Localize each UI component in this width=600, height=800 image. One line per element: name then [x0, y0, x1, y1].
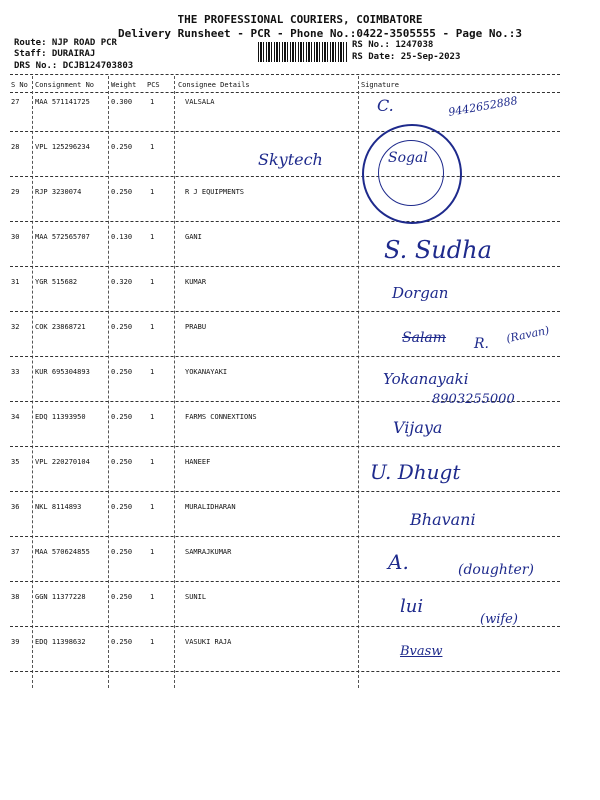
row-pcs: 1	[150, 233, 155, 241]
row-consignee: VALSALA	[185, 98, 215, 106]
row-pcs: 1	[150, 143, 155, 151]
col-pcs: PCS	[147, 81, 160, 89]
row-weight: 0.250	[111, 143, 133, 151]
row-divider	[10, 536, 560, 537]
col-signature: Signature	[361, 81, 399, 89]
row-consignment-no: VPL 220270104	[35, 458, 90, 466]
row-pcs: 1	[150, 323, 155, 331]
row-consignee: HANEEF	[185, 458, 211, 466]
row-pcs: 1	[150, 188, 155, 196]
row-sno: 30	[11, 233, 20, 241]
row-pcs: 1	[150, 278, 155, 286]
column-line	[358, 76, 359, 688]
row-divider	[10, 221, 560, 222]
row-weight: 0.250	[111, 413, 133, 421]
col-consignment: Consignment No	[35, 81, 95, 89]
row-consignee: MURALIDHARAN	[185, 503, 236, 511]
column-line	[32, 76, 33, 688]
row-divider	[10, 176, 560, 177]
row-sno: 32	[11, 323, 20, 331]
row-divider	[10, 626, 560, 627]
barcode	[258, 42, 348, 62]
row-divider	[10, 356, 560, 357]
row-consignee: YOKANAYAKI	[185, 368, 228, 376]
row-sno: 38	[11, 593, 20, 601]
signature-30: S. Sudha	[384, 236, 492, 264]
signature-33: Yokanayaki	[383, 370, 469, 388]
row-divider	[10, 446, 560, 447]
yokanayaki-phone: 8903255000	[432, 392, 515, 407]
signature-34: Vijaya	[393, 418, 443, 437]
signature-36: Bhavani	[410, 510, 476, 529]
row-sno: 29	[11, 188, 20, 196]
row-consignment-no: MAA 570624855	[35, 548, 90, 556]
row-divider	[10, 311, 560, 312]
row-divider	[10, 131, 560, 132]
row-pcs: 1	[150, 593, 155, 601]
signature-37: A.	[388, 550, 409, 574]
row-sno: 31	[11, 278, 20, 286]
wife-note: (wife)	[480, 612, 518, 627]
row-pcs: 1	[150, 98, 155, 106]
row-consignment-no: NKL 8114893	[35, 503, 82, 511]
row-weight: 0.250	[111, 188, 133, 196]
row-consignee: SAMRAJKUMAR	[185, 548, 232, 556]
row-consignee: SUNIL	[185, 593, 207, 601]
row-consignment-no: MAA 571141725	[35, 98, 90, 106]
col-weight: Weight	[111, 81, 137, 89]
row-weight: 0.250	[111, 458, 133, 466]
row-pcs: 1	[150, 413, 155, 421]
row-consignee: R J EQUIPMENTS	[185, 188, 245, 196]
row-consignment-no: GGN 11377228	[35, 593, 86, 601]
row-pcs: 1	[150, 368, 155, 376]
row-consignee: GANI	[185, 233, 202, 241]
rs-date: RS Date: 25-Sep-2023	[352, 52, 461, 62]
row-consignment-no: COK 23868721	[35, 323, 86, 331]
row-consignment-no: RJP 3230074	[35, 188, 82, 196]
ravan-note: (Ravan)	[505, 323, 551, 346]
row-divider	[10, 491, 560, 492]
row-pcs: 1	[150, 638, 155, 646]
row-consignment-no: MAA 572565707	[35, 233, 90, 241]
row-weight: 0.130	[111, 233, 133, 241]
company-title: THE PROFESSIONAL COURIERS, COIMBATORE	[177, 13, 423, 26]
header-divider	[10, 74, 560, 75]
daughter-note: (doughter)	[458, 562, 534, 578]
skytech-note: Skytech	[258, 150, 323, 169]
column-divider	[10, 92, 560, 93]
row-weight: 0.250	[111, 593, 133, 601]
row-sno: 39	[11, 638, 20, 646]
col-sno: S No	[11, 81, 28, 89]
row-divider	[10, 266, 560, 267]
row-sno: 34	[11, 413, 20, 421]
column-line	[174, 76, 175, 688]
row-weight: 0.250	[111, 638, 133, 646]
drs-number: DRS No.: DCJB124703803	[14, 61, 134, 71]
row-weight: 0.300	[111, 98, 133, 106]
row-consignment-no: VPL 125296234	[35, 143, 90, 151]
row-weight: 0.250	[111, 503, 133, 511]
signature-32: Salam	[402, 330, 447, 346]
signature-27: C.	[377, 96, 394, 115]
row-consignee: KUMAR	[185, 278, 207, 286]
signature-31: Dorgan	[392, 284, 449, 302]
row-consignment-no: YGR 515682	[35, 278, 78, 286]
column-line	[108, 76, 109, 688]
row-consignment-no: EDQ 11393950	[35, 413, 86, 421]
row-consignment-no: EDQ 11398632	[35, 638, 86, 646]
company-stamp	[362, 124, 462, 224]
row-sno: 33	[11, 368, 20, 376]
row-sno: 36	[11, 503, 20, 511]
row-divider	[10, 581, 560, 582]
row-consignment-no: KUR 695304893	[35, 368, 90, 376]
phone-note: 9442652888	[447, 94, 519, 119]
row-consignee: PRABU	[185, 323, 207, 331]
row-weight: 0.250	[111, 323, 133, 331]
row-pcs: 1	[150, 458, 155, 466]
row-sno: 28	[11, 143, 20, 151]
row-sno: 37	[11, 548, 20, 556]
signature-38: lui	[400, 596, 424, 617]
signature-28: Sogal	[388, 150, 428, 166]
row-weight: 0.250	[111, 368, 133, 376]
route-label: Route: NJP ROAD PCR	[14, 38, 117, 48]
rs-number: RS No.: 1247038	[352, 40, 434, 50]
row-weight: 0.320	[111, 278, 133, 286]
row-divider	[10, 671, 560, 672]
row-sno: 35	[11, 458, 20, 466]
row-pcs: 1	[150, 548, 155, 556]
row-sno: 27	[11, 98, 20, 106]
runsheet-title: Delivery Runsheet - PCR - Phone No.:0422-3505555 - Page No.:3	[118, 27, 522, 40]
row-consignee: VASUKI RAJA	[185, 638, 232, 646]
row-consignee: FARMS CONNEXTIONS	[185, 413, 257, 421]
signature-35: U. Dhugt	[370, 460, 461, 484]
staff-label: Staff: DURAIRAJ	[14, 49, 96, 59]
signature-32b: R.	[474, 336, 489, 352]
signature-39: Bvasw	[400, 644, 443, 659]
col-consignee: Consignee Details	[178, 81, 250, 89]
row-pcs: 1	[150, 503, 155, 511]
row-weight: 0.250	[111, 548, 133, 556]
